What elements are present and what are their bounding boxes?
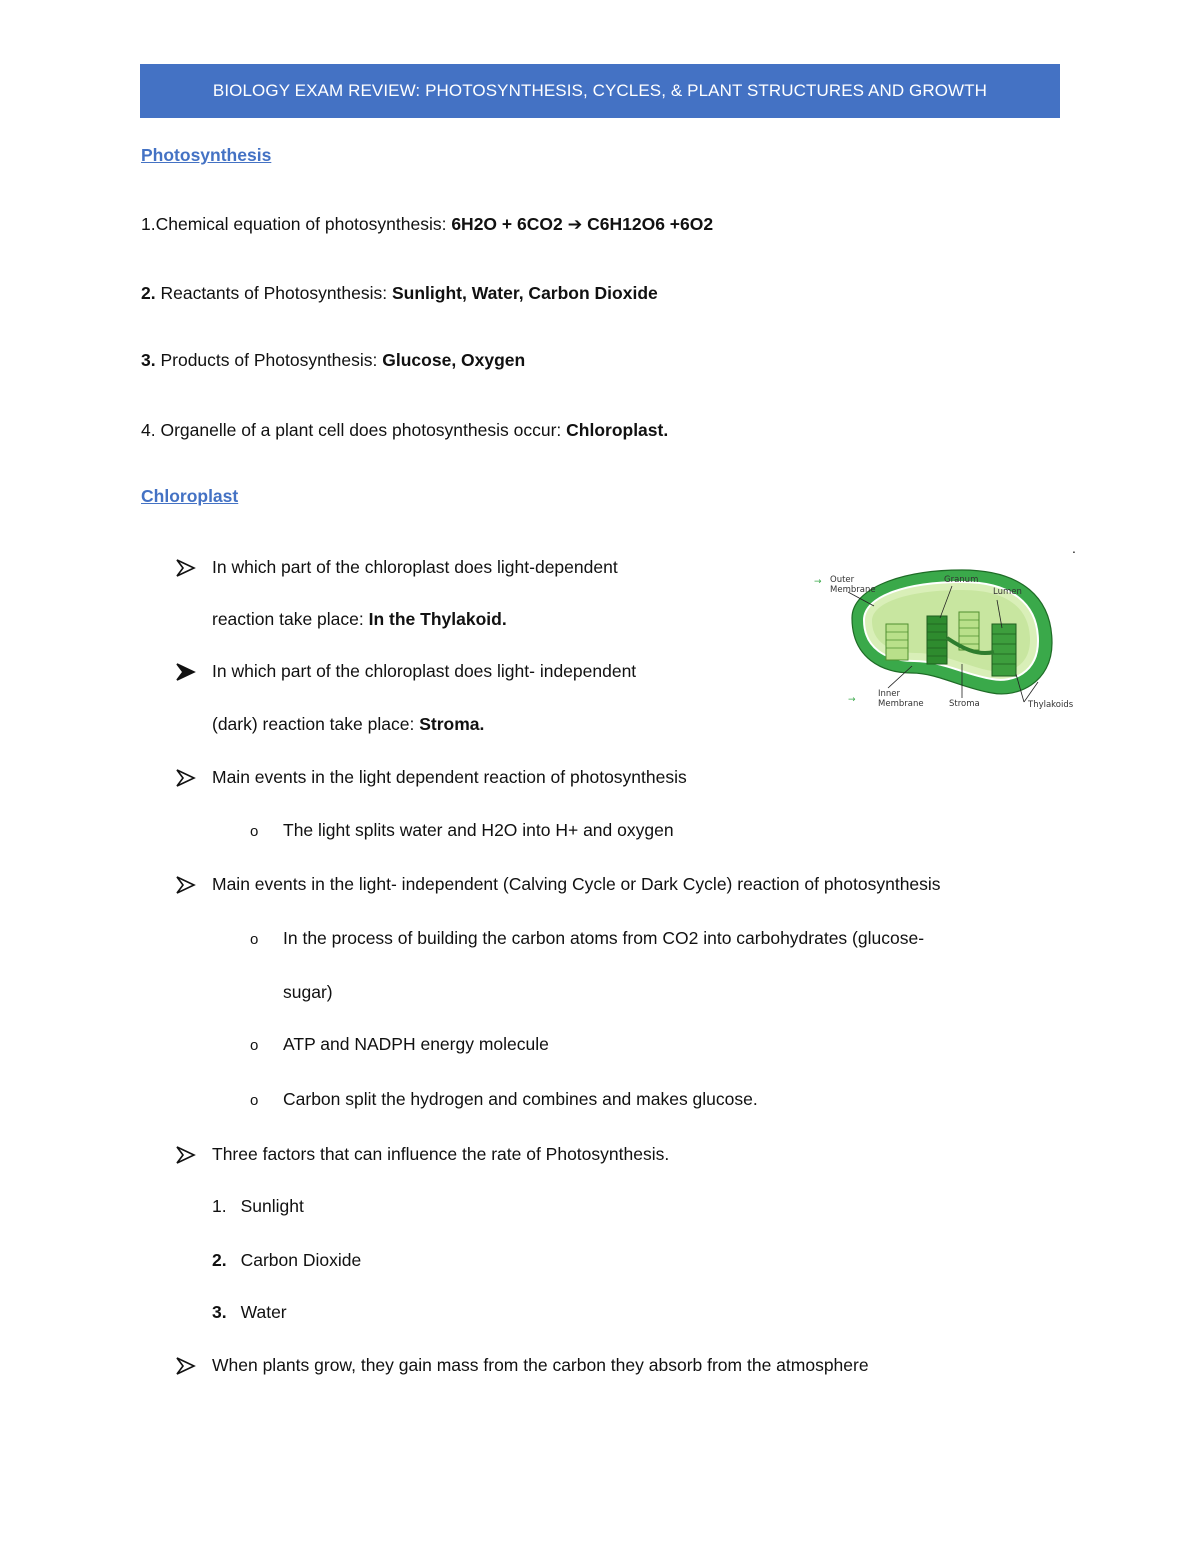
question-4-number: 4. xyxy=(141,420,156,440)
svg-text:→: → xyxy=(814,577,822,587)
arrow-bullet-icon xyxy=(175,1146,197,1164)
section-heading-photosynthesis: Photosynthesis xyxy=(141,145,272,165)
diagram-label-outer-2: Membrane xyxy=(830,585,876,595)
bullet-5-text: Three factors that can influence the rate of Photosynthesis. xyxy=(212,1144,670,1164)
bullet-2-line-2 xyxy=(212,712,484,736)
question-4-answer: Chloroplast. xyxy=(566,420,669,440)
circle-bullet-icon: o xyxy=(250,1037,259,1054)
numbered-item-number: 3. xyxy=(212,1302,227,1322)
diagram-label-outer: Outer xyxy=(830,575,855,585)
numbered-item-text: Water xyxy=(240,1302,287,1322)
chloroplast-diagram xyxy=(812,548,1082,718)
diagram-label-thylakoids: Thylakoids xyxy=(1028,700,1074,710)
bullet-1-answer: In the Thylakoid. xyxy=(368,609,507,629)
stray-dot: . xyxy=(1072,540,1076,556)
bullet-2-label: (dark) reaction take place: xyxy=(212,714,420,734)
question-2-number: 2. xyxy=(141,283,156,303)
numbered-item-3 xyxy=(212,1300,287,1324)
bullet-4-sub-1b: sugar) xyxy=(283,982,333,1002)
bullet-4-sub-2: ATP and NADPH energy molecule xyxy=(283,1034,549,1054)
question-3 xyxy=(141,348,525,372)
diagram-label-inner: Inner xyxy=(878,689,901,699)
arrow-icon: ➔ xyxy=(567,214,583,234)
numbered-item-2 xyxy=(212,1248,361,1272)
question-1-label: 1.Chemical equation of photosynthesis: xyxy=(141,214,452,234)
question-4 xyxy=(141,418,668,442)
numbered-item-text: Carbon Dioxide xyxy=(240,1250,362,1270)
svg-text:→: → xyxy=(848,695,856,705)
diagram-label-granum: Granum xyxy=(944,575,979,585)
bullet-6-text: When plants grow, they gain mass from the carbon they absorb from the atmosphere xyxy=(212,1355,869,1375)
question-2-label: Reactants of Photosynthesis: xyxy=(155,283,392,303)
numbered-item-1 xyxy=(212,1194,304,1218)
question-3-answer: Glucose, Oxygen xyxy=(382,350,526,370)
bullet-4-sub-1a: In the process of building the carbon atoms from CO2 into carbohydrates (glucose- xyxy=(283,928,925,948)
bullet-4-sub-3: Carbon split the hydrogen and combines and makes glucose. xyxy=(283,1089,758,1109)
question-2-answer: Sunlight, Water, Carbon Dioxide xyxy=(392,283,658,303)
bullet-1-line-1: In which part of the chloroplast does light-dependent xyxy=(212,557,618,577)
arrow-bullet-icon xyxy=(175,1357,197,1375)
arrow-bullet-icon xyxy=(175,876,197,894)
bullet-3-sub-1: The light splits water and H2O into H+ and oxygen xyxy=(283,820,674,840)
question-1-rhs: C6H12O6 +6O2 xyxy=(582,214,714,234)
arrow-bullet-icon xyxy=(175,769,197,787)
bullet-4-text: Main events in the light- independent (Calving Cycle or Dark Cycle) reaction of photosynthesis xyxy=(212,874,941,894)
bullet-3-text: Main events in the light dependent reaction of photosynthesis xyxy=(212,767,687,787)
question-1-lhs: 6H2O + 6CO2 xyxy=(451,214,568,234)
diagram-label-inner-2: Membrane xyxy=(878,699,924,709)
diagram-label-lumen: Lumen xyxy=(993,587,1022,597)
bullet-1-line-2 xyxy=(212,607,507,631)
arrow-bullet-icon xyxy=(175,559,197,577)
question-1 xyxy=(141,212,713,236)
arrow-bullet-icon xyxy=(175,663,197,681)
question-3-number: 3. xyxy=(141,350,156,370)
title-banner: BIOLOGY EXAM REVIEW: PHOTOSYNTHESIS, CYCLES, & PLANT STRUCTURES AND GROWTH xyxy=(140,64,1060,118)
section-heading-chloroplast: Chloroplast xyxy=(141,486,239,506)
question-4-label: Organelle of a plant cell does photosynthesis occur: xyxy=(155,420,567,440)
circle-bullet-icon: o xyxy=(250,823,259,840)
bullet-2-answer: Stroma. xyxy=(419,714,485,734)
bullet-1-label: reaction take place: xyxy=(212,609,369,629)
question-3-label: Products of Photosynthesis: xyxy=(155,350,383,370)
numbered-item-text: Sunlight xyxy=(240,1196,304,1216)
numbered-item-number: 2. xyxy=(212,1250,227,1270)
circle-bullet-icon: o xyxy=(250,931,259,948)
bullet-2-line-1: In which part of the chloroplast does light- independent xyxy=(212,661,637,681)
diagram-label-stroma: Stroma xyxy=(949,699,980,709)
question-2 xyxy=(141,281,658,305)
numbered-item-number: 1. xyxy=(212,1196,227,1216)
circle-bullet-icon: o xyxy=(250,1092,259,1109)
